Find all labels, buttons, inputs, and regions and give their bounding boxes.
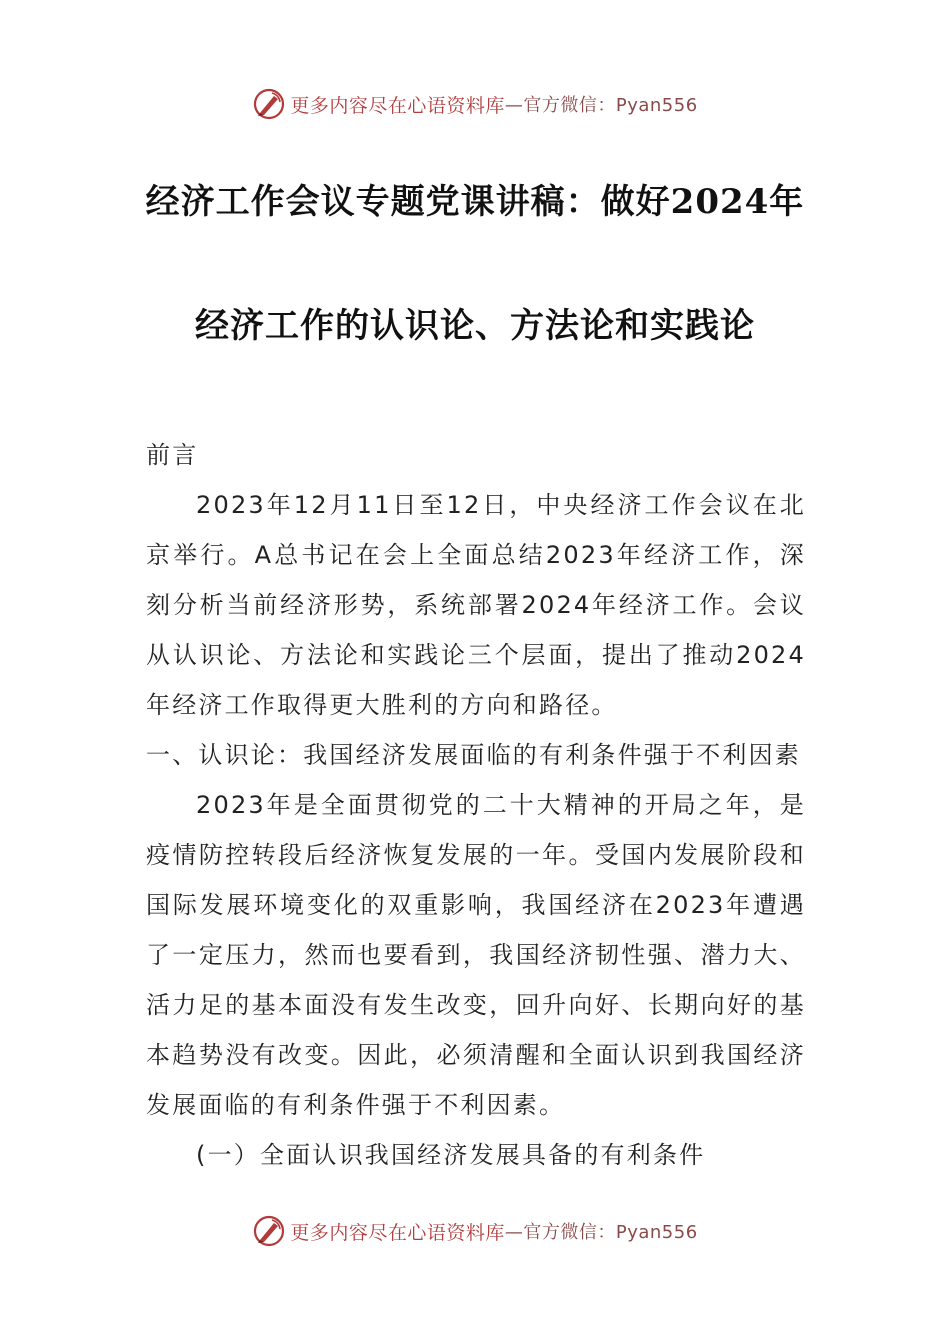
header-banner xyxy=(0,84,950,124)
banner-contact: —官方微信：Pyan556 xyxy=(504,95,698,116)
document-body xyxy=(146,430,806,1180)
section-1-heading: 一、认识论：我国经济发展面临的有利条件强于不利因素 xyxy=(146,741,801,769)
document-title-line-2: 经济工作的认识论、方法论和实践论 xyxy=(195,306,755,346)
banner-brand: 更多内容尽在心语资料库 xyxy=(290,1221,505,1244)
footer-banner xyxy=(0,1211,950,1251)
document-title-line-1: 经济工作会议专题党课讲稿：做好2024年 xyxy=(145,182,805,222)
preface-paragraph: 2023年12月11日至12日，中央经济工作会议在北京举行。A总书记在会上全面总结2023年经济工作，深刻分析当前经济形势，系统部署2024年经济工作。会议从认识论、方法论和实践论三个层面，提出了推动2024年经济工作取得更大胜利的方向和路径。 xyxy=(146,491,806,719)
pen-logo-icon xyxy=(252,1214,286,1248)
banner-brand: 更多内容尽在心语资料库 xyxy=(290,94,505,117)
pen-logo-icon xyxy=(252,87,286,121)
preface-heading: 前言 xyxy=(146,441,199,469)
banner-contact: —官方微信：Pyan556 xyxy=(504,1222,698,1243)
subsection-1-heading: (一）全面认识我国经济发展具备的有利条件 xyxy=(196,1141,706,1169)
section-1-paragraph: 2023年是全面贯彻党的二十大精神的开局之年，是疫情防控转段后经济恢复发展的一年。受国内发展阶段和国际发展环境变化的双重影响，我国经济在2023年遭遇了一定压力，然而也要看到，我国经济韧性强、潜力大、活力足的基本面没有发生改变，回升向好、长期向好的基本趋势没有改变。因此，必须清醒和全面认识到我国经济发展面临的有利条件强于不利因素。 xyxy=(146,791,806,1119)
